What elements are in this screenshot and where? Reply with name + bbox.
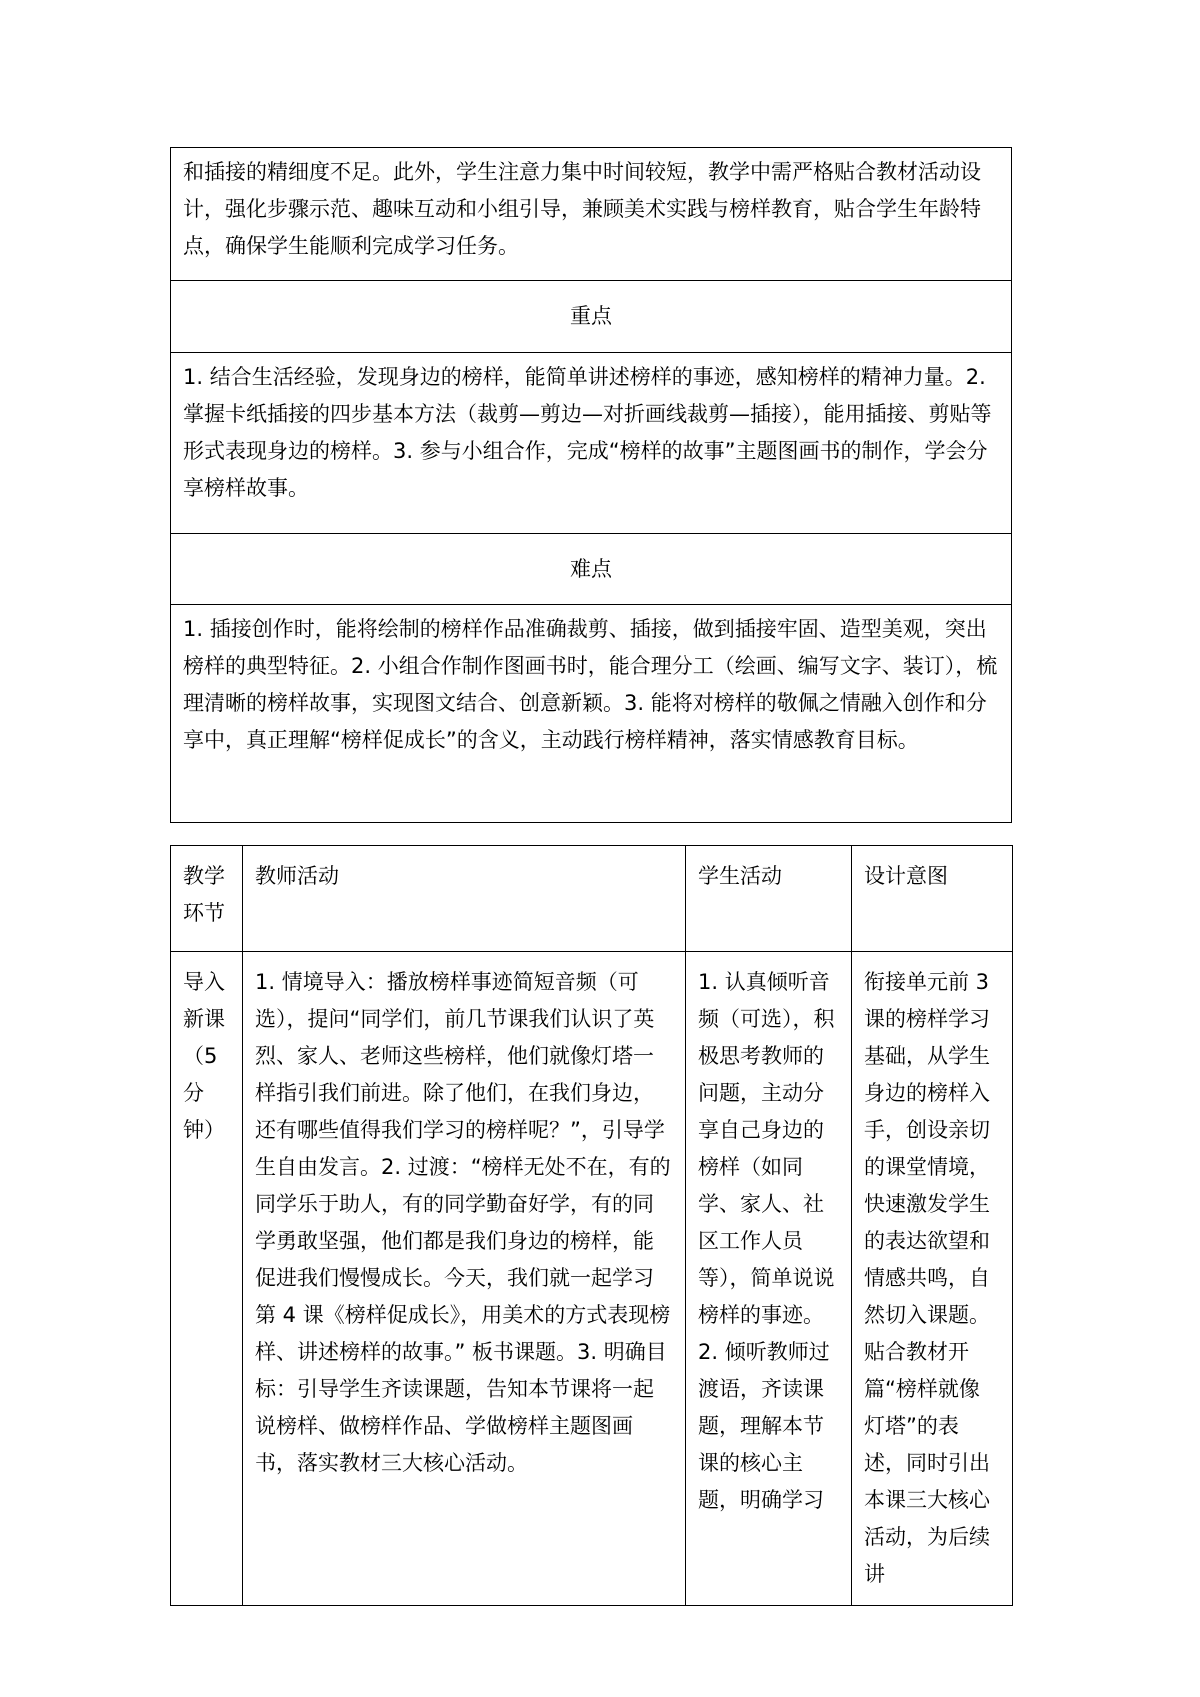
header-teacher-activity: 教师活动 — [243, 846, 686, 952]
learner-analysis-cell: 和插接的精细度不足。此外，学生注意力集中时间较短，教学中需严格贴合教材活动设计，强化步骤示范、趣味互动和小组引导，兼顾美术实践与榜样教育，贴合学生年龄特点，确保学生能顺利完成学习任务。 — [171, 148, 1012, 281]
key-points-heading: 重点 — [171, 281, 1012, 353]
difficulties-heading: 难点 — [171, 534, 1012, 605]
table-header-row — [171, 846, 1013, 952]
difficulties-cell: 1. 插接创作时，能将绘制的榜样作品准确裁剪、插接，做到插接牢固、造型美观，突出榜样的典型特征。2. 小组合作制作图画书时，能合理分工（绘画、编写文字、装订），梳理清晰的榜样故事，实现图文结合、创意新颖。3. 能将对榜样的敬佩之情融入创作和分享中，真正理解“榜样促成长”的含义，主动践行榜样精神，落实情感教育目标。 — [171, 605, 1012, 823]
teacher-activity-cell: 1. 情境导入：播放榜样事迹简短音频（可选），提问“同学们，前几节课我们认识了英烈、家人、老师这些榜样，他们就像灯塔一样指引我们前进。除了他们，在我们身边，还有哪些值得我们学习的榜样呢？”，引导学生自由发言。2. 过渡：“榜样无处不在，有的同学乐于助人，有的同学勤奋好学，有的同学勇敢坚强，他们都是我们身边的榜样，能促进我们慢慢成长。今天，我们就一起学习第 4 课《榜样促成长》，用美术的方式表现榜样、讲述榜样的故事。” 板书课题。3. 明确目标：引导学生齐读课题，告知本节课将一起说榜样、做榜样作品、学做榜样主题图画书，落实教材三大核心活动。 — [243, 952, 686, 1606]
table-row — [171, 952, 1013, 1606]
objectives-table — [170, 147, 1012, 823]
header-student-activity: 学生活动 — [686, 846, 852, 952]
teaching-process-table — [170, 845, 1013, 1606]
student-activity-cell: 1. 认真倾听音频（可选），积极思考教师的问题，主动分享自己身边的榜样（如同学、家人、社区工作人员等），简单说说榜样的事迹。2. 倾听教师过渡语，齐读课题，理解本节课的核心主题，明确学习 — [686, 952, 852, 1606]
stage-cell: 导入新课（5分钟） — [171, 952, 243, 1606]
design-intent-cell: 衔接单元前 3 课的榜样学习基础，从学生身边的榜样入手，创设亲切的课堂情境，快速激发学生的表达欲望和情感共鸣，自然切入课题。贴合教材开篇“榜样就像灯塔”的表述，同时引出本课三大核心活动，为后续讲 — [852, 952, 1013, 1606]
header-design-intent: 设计意图 — [852, 846, 1013, 952]
key-points-cell: 1. 结合生活经验，发现身边的榜样，能简单讲述榜样的事迹，感知榜样的精神力量。2. 掌握卡纸插接的四步基本方法（裁剪—剪边—对折画线裁剪—插接），能用插接、剪贴等形式表现身边的榜样。3. 参与小组合作，完成“榜样的故事”主题图画书的制作，学会分享榜样故事。 — [171, 353, 1012, 534]
header-stage: 教学环节 — [171, 846, 243, 952]
